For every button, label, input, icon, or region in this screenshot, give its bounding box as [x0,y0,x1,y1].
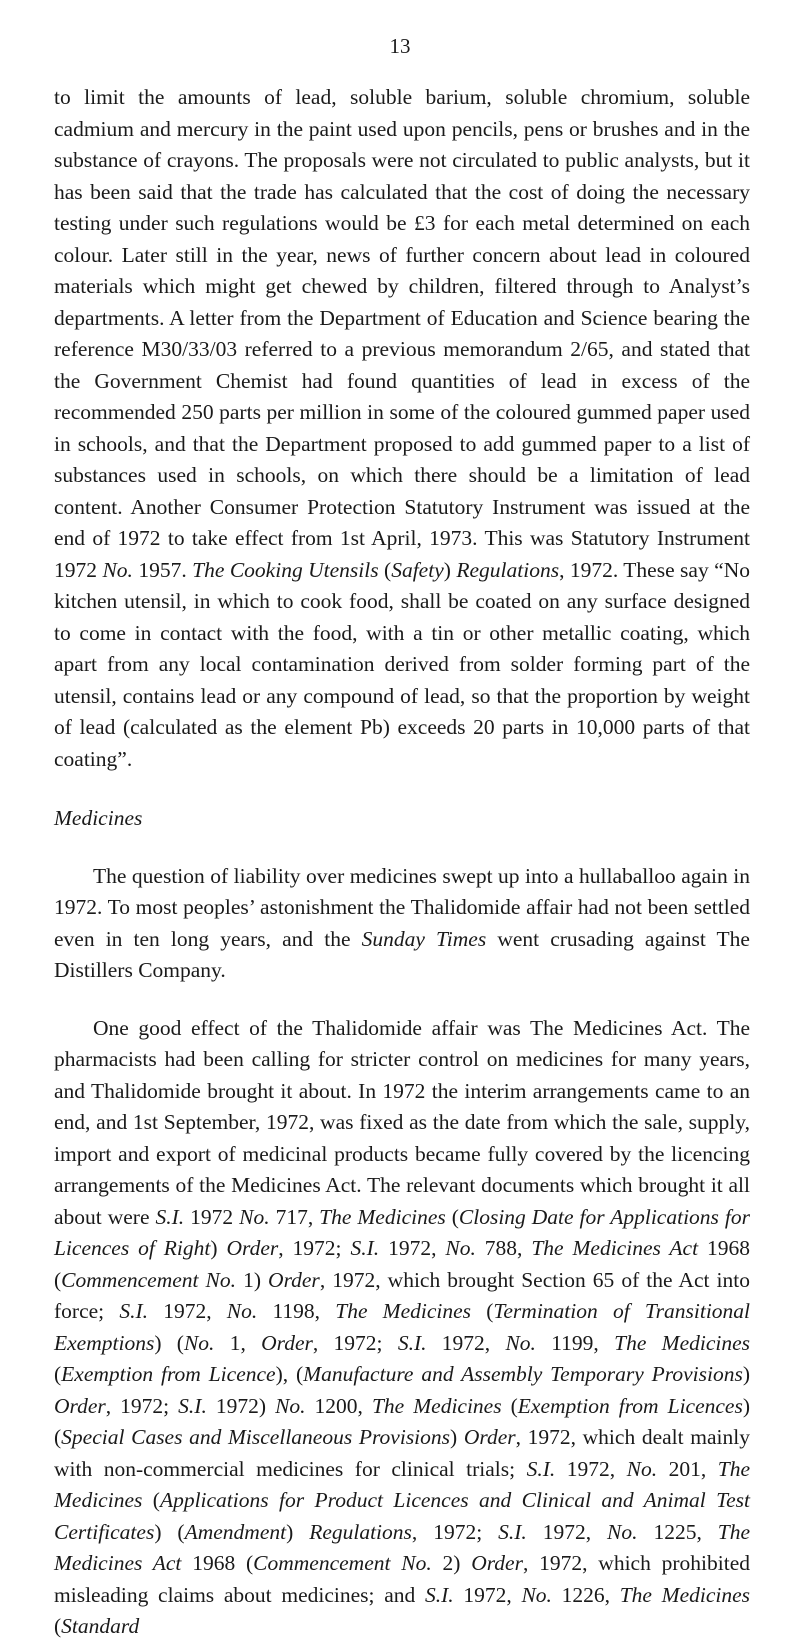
text-segment: , 1972; [278,1236,351,1260]
italic-text-segment: No. [239,1204,270,1229]
text-segment: ) ( [54,1393,750,1449]
italic-text-segment: Standard [61,1614,140,1638]
italic-text-segment: S.I. [526,1456,556,1481]
text-segment: ( [501,1393,518,1418]
italic-text-segment: S.I. [498,1519,527,1544]
italic-text-segment: The Cooking Utensils [192,557,379,582]
italic-text-segment: Manufacture and Assembly Temporary Provisions [303,1362,743,1386]
italic-text-segment: Exemption from Licences [517,1393,743,1418]
text-segment: 1198, [257,1299,336,1323]
italic-text-segment: Termination of Transitional Exemptions [54,1299,751,1355]
text-segment: 1972 [184,1204,240,1229]
text-segment: , 1972, which brought Section 65 of the Act into force; [54,1267,750,1323]
italic-text-segment: Order [54,1393,106,1418]
italic-text-segment: Sunday Times [361,926,487,951]
text-segment: ( [142,1488,160,1512]
italic-text-segment: Closing Date for Applications for Licences of Right [54,1204,750,1260]
italic-text-segment: S.I. [155,1204,185,1229]
text-segment: , 1972, which dealt mainly with non-commercial medicines for clinical trials; [54,1425,750,1481]
text-segment: , 1972, which prohibited misleading claims about medicines; and [54,1551,750,1607]
italic-text-segment: Special Cases and Miscellaneous Provisions [61,1425,451,1449]
text-segment: 1972, [453,1582,522,1607]
italic-text-segment: Safety [391,557,444,582]
italic-text-segment: No. [226,1299,258,1323]
text-segment: went crusading against The Distillers Company. [54,926,750,982]
text-segment: 1225, [637,1519,718,1544]
italic-text-segment: No. [626,1456,658,1481]
italic-text-segment: The Medicines [335,1299,472,1323]
text-segment: 1972, [526,1519,608,1544]
text-segment: ) [443,557,457,582]
text-segment: 1200, [305,1393,372,1418]
italic-text-segment: The Medicines [614,1330,751,1355]
paragraph-lead-regulations [54,82,750,775]
text-segment: ) ( [154,1330,184,1355]
italic-text-segment: Order [261,1330,313,1355]
text-segment: 1226, [551,1582,620,1607]
text-segment: , 1972. These say “No kitchen utensil, in which to cook food, shall be coated on any surface designed to come in contact with the food, with a tin or other metallic coating, which apart from any local contamination derived from solder forming part of the utensil, contains lead or any compound of lead, so that the proportion by weight of lead (calculated as the element Pb) exceeds 20 parts in 10,000 parts of that coating”. [54,557,750,771]
italic-text-segment: Order [268,1267,320,1292]
text-segment: ) [450,1425,464,1449]
text-segment: 1, [214,1330,262,1355]
italic-text-segment: S.I. [119,1299,148,1323]
text-segment: , 1972; [105,1393,179,1418]
text-segment: 717, [269,1204,320,1229]
italic-text-segment: Regulations [456,557,560,582]
italic-text-segment: Order [471,1551,523,1575]
text-segment: ( [445,1204,459,1229]
italic-text-segment: No. [275,1393,306,1418]
italic-text-segment: Commencement No. [253,1551,432,1575]
page-body [54,82,750,1643]
italic-text-segment: The Medicines [319,1204,446,1229]
italic-text-segment: S.I. [350,1236,380,1260]
italic-text-segment: Commencement No. [61,1267,237,1292]
italic-text-segment: No. [102,557,133,582]
text-segment: The question of liability over medicines swept up into a hullaballoo again in 1972. To most peoples’ astonishment the Thalidomide affair had not been settled even in ten long years, and the [54,863,750,951]
text-segment: ( [471,1299,494,1323]
italic-text-segment: No. [183,1330,215,1355]
text-segment: ( [54,1614,62,1638]
text-segment: ) [286,1519,310,1544]
text-segment: 201, [657,1456,718,1481]
italic-text-segment: Order [463,1425,516,1449]
paragraph-medicines-act [54,1013,750,1643]
page-number: 13 [389,34,411,58]
text-segment: 1) [236,1267,269,1292]
italic-text-segment: No. [521,1582,552,1607]
text-segment: 1972, [379,1236,446,1260]
text-segment: 1972) [206,1393,276,1418]
italic-text-segment: No. [505,1330,536,1355]
text-segment: 1972, [148,1299,227,1323]
italic-text-segment: The Medicines [619,1582,751,1607]
italic-text-segment: S.I. [397,1330,427,1355]
italic-text-segment: The Medicines Act [54,1519,751,1575]
text-segment: to limit the amounts of lead, soluble barium, soluble chromium, soluble cadmium and mercury in the paint used upon pencils, pens or brushes and in the substance of crayons. The proposals were not circulated to public analysts, but it has been said that the trade has calculated that the cost of doing the necessary testing under such regulations would be £3 for each metal determined on each colour. Later still in the year, news of further concern about lead in coloured materials which might get chewed by children, filtered through to Analyst’s departments. A letter from the Department of Education and Science bearing the reference M30/33/03 referred to a previous memorandum 2/65, and stated that the Government Chemist had found quantities of lead in excess of the recommended 250 parts per million in some of the coloured gummed paper used in schools, and that the Department proposed to add gummed paper to a list of substances used in schools, on which there should be a limitation of lead content. Another Consumer Protection Statutory Instrument was issued at the end of 1972 to take effect from 1st April, 1973. This was Statutory Instrument 1972 [54,85,750,582]
italic-text-segment: Order [226,1236,279,1260]
text-segment: 1957. [132,557,193,582]
text-segment: ) [742,1362,750,1386]
italic-text-segment: S.I. [178,1393,207,1418]
italic-text-segment: No. [607,1519,638,1544]
italic-text-segment: S.I. [424,1582,454,1607]
text-segment: 2) [431,1551,472,1575]
text-segment: 1972, [426,1330,506,1355]
text-segment: , 1972; [312,1330,398,1355]
italic-text-segment: The Medicines [54,1456,751,1512]
text-segment: One good effect of the Thalidomide affair was The Medicines Act. The pharmacists had been calling for stricter control on medicines for many years, and Thalidomide brought it about. In 1972 the interim arrangements came to an end, and 1st September, 1972, was fixed as the date from which the sale, supply, import and export of medicinal products became fully covered by the licencing arrangements of the Medicines Act. The relevant documents which brought it all about were [54,1015,750,1229]
text-segment: 1199, [535,1330,615,1355]
text-segment: 1968 ( [181,1551,254,1575]
text-segment: ) [210,1236,227,1260]
text-segment: ), ( [275,1362,304,1386]
text-segment: ( [54,1362,62,1386]
italic-text-segment: Exemption from Licence [61,1362,276,1386]
italic-text-segment: The Medicines [371,1393,502,1418]
italic-text-segment: No. [445,1236,476,1260]
text-segment: , 1972; [411,1519,499,1544]
italic-text-segment: Amendment [184,1519,287,1544]
italic-text-segment: Regulations [309,1519,412,1544]
italic-text-segment: The Medicines Act [531,1236,699,1260]
text-segment: ( [378,557,392,582]
text-segment: 788, [475,1236,532,1260]
text-segment: ) ( [154,1519,185,1544]
text-segment: 1968 ( [54,1236,750,1292]
paragraph-thalidomide-liability [54,861,750,987]
text-segment: 1972, [555,1456,627,1481]
section-heading-medicines: Medicines [54,806,143,830]
italic-text-segment: Applications for Product Licences and Clinical and Animal Test Certificates [54,1488,750,1544]
